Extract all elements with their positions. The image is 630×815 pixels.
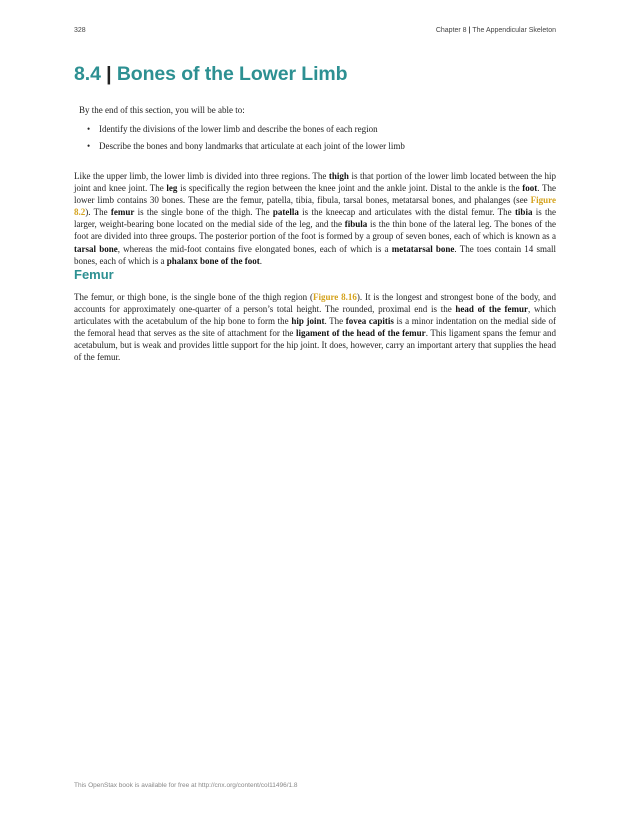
- text-run: Like the upper limb, the lower limb is divided into three regions. The: [74, 171, 329, 181]
- objective-text: Describe the bones and bony landmarks that articulate at each joint of the lower limb: [99, 141, 405, 151]
- text-run: is specifically the region between the knee joint and the ankle joint. Distal to the ankle is the: [177, 183, 523, 194]
- femur-paragraph: [74, 291, 556, 364]
- text-run: The femur, or thigh bone, is the single bone of the thigh region (: [74, 292, 313, 302]
- text-run: , whereas the mid-foot contains five elongated bones, each of which is a: [117, 243, 392, 254]
- term-patella: patella: [272, 207, 299, 218]
- term-fovea-capitis: fovea capitis: [345, 316, 394, 327]
- objective-text: Identify the divisions of the lower limb and describe the bones of each region: [99, 124, 378, 134]
- text-run: is the single bone of the thigh. The: [134, 207, 273, 218]
- bullet: •: [87, 141, 91, 151]
- term-hip-joint: hip joint: [291, 316, 325, 327]
- header-separator: |: [468, 27, 471, 34]
- term-thigh: thigh: [328, 171, 349, 181]
- objective-item: [79, 141, 556, 152]
- text-run: is a minor indentation on the medial side of the femoral head that serves as the site of attachment for the: [74, 316, 557, 339]
- bullet: •: [87, 124, 91, 134]
- page-footer: This OpenStax book is available for free at http://cnx.org/content/col11496/1.8: [74, 782, 298, 789]
- term-foot: foot: [522, 183, 538, 194]
- term-head-of-femur: head of the femur: [455, 304, 529, 315]
- text-run: , which articulates with the acetabulum of the hip bone to form the: [74, 304, 556, 327]
- subsection-title: Femur: [74, 267, 114, 282]
- term-tarsal-bone: tarsal bone: [74, 243, 118, 254]
- term-ligament-head-femur: ligament of the head of the femur: [295, 328, 426, 339]
- objectives-list: [79, 124, 556, 152]
- page-header: [74, 27, 556, 34]
- text-run: is that portion of the lower limb located between the hip joint and knee joint. The: [74, 171, 556, 194]
- section-separator: |: [106, 63, 112, 85]
- text-run: is the kneecap and articulates with the distal femur. The: [298, 207, 515, 218]
- text-run: . This ligament spans the femur and acetabulum, but is weak and provides little support for the hip joint. It does, however, carry an important artery that supplies the head of the femur.: [74, 328, 557, 363]
- text-run: ). It is the longest and strongest bone of the body, and accounts for approximately one-quarter of a person’s total height. The rounded, proximal end is the: [74, 292, 556, 315]
- chapter-title: The Appendicular Skeleton: [472, 27, 556, 34]
- text-run: . The toes contain 14 small bones, each of which is a: [74, 243, 556, 266]
- term-tibia: tibia: [514, 207, 533, 218]
- section-title: [74, 63, 347, 86]
- term-metatarsal-bone: metatarsal bone: [391, 243, 455, 254]
- objectives-intro: By the end of this section, you will be able to:: [79, 105, 245, 115]
- text-run: ). The: [85, 207, 111, 218]
- section-number: 8.4: [74, 63, 101, 85]
- text-run: is the larger, weight-bearing bone located on the medial side of the leg, and the: [74, 207, 556, 230]
- term-phalanx-bone: phalanx bone of the foot: [166, 255, 260, 266]
- objective-item: [79, 124, 556, 135]
- running-head: [436, 27, 556, 34]
- section-title-text: Bones of the Lower Limb: [116, 63, 348, 85]
- text-run: is the thin bone of the lateral leg. The bones of the foot are divided into three groups. The posterior portion of the foot is formed by a group of seven bones, each of which is known as a: [74, 219, 556, 242]
- term-leg: leg: [166, 183, 178, 194]
- page-number: 328: [74, 27, 86, 34]
- text-run: . The lower limb contains 30 bones. These are the femur, patella, tibia, fibula, tarsal bones, metatarsal bones, and phalanges (see: [74, 183, 556, 206]
- term-femur: femur: [110, 207, 135, 218]
- text-run: . The: [324, 316, 346, 327]
- intro-paragraph: [74, 170, 556, 267]
- chapter-label: Chapter 8: [435, 27, 467, 34]
- figure-link[interactable]: Figure 8.2: [74, 195, 556, 218]
- text-run: .: [259, 255, 262, 266]
- learning-objectives: [79, 105, 556, 158]
- term-fibula: fibula: [344, 219, 368, 230]
- figure-link[interactable]: Figure 8.16: [312, 292, 357, 302]
